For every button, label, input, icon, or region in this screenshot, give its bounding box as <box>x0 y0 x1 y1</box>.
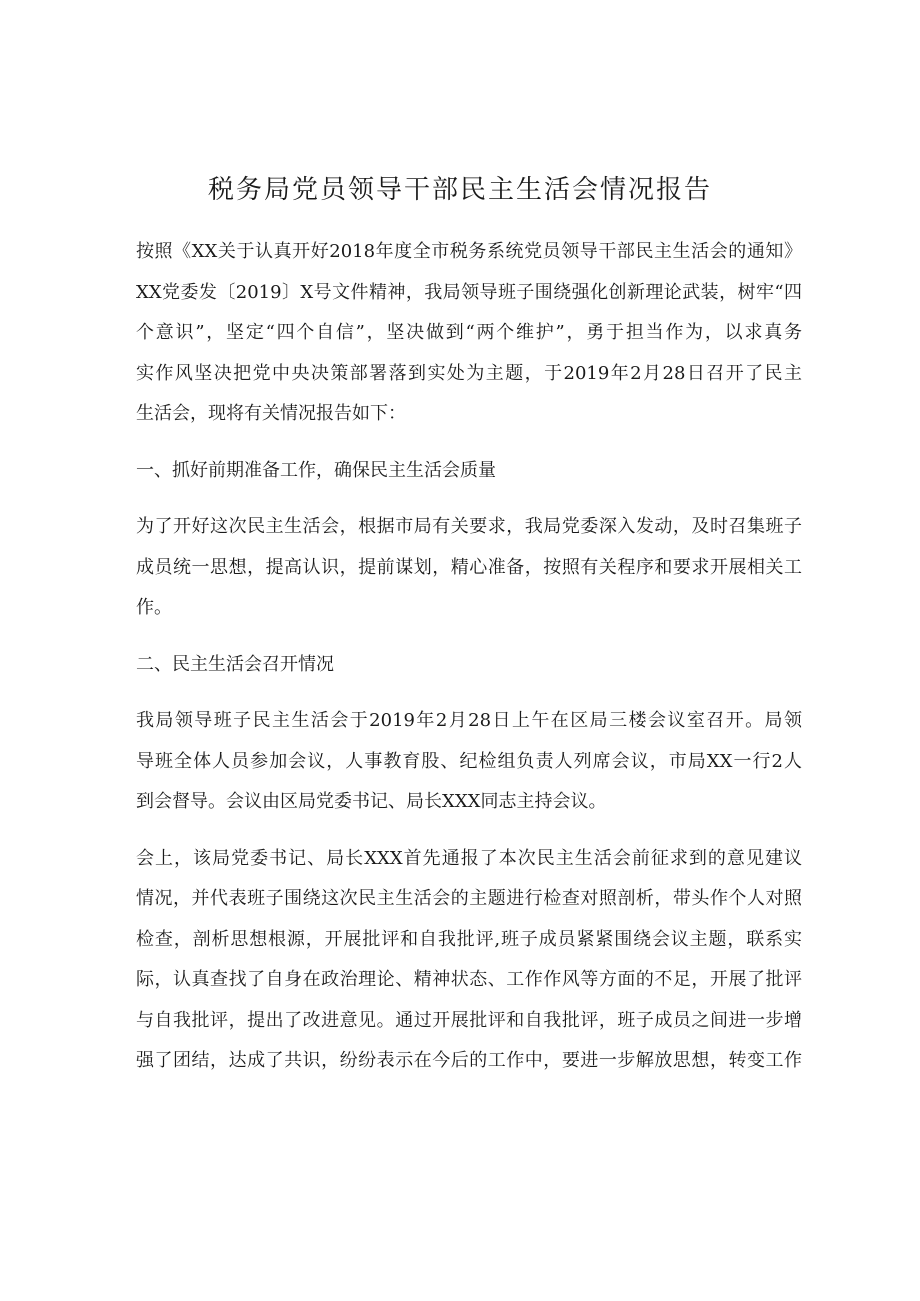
intro-paragraph <box>136 232 802 435</box>
text-line: 到会督导。会议由区局党委书记、局长XXX同志主持会议。 <box>136 791 607 812</box>
document-body <box>136 232 802 1098</box>
text-line: 检查，剖析思想根源，开展批评和自我批评,班子成员紧紧围绕会议主题，联系实 <box>136 928 802 950</box>
section-heading-1: 一、抓好前期准备工作，确保民主生活会质量 <box>136 459 496 481</box>
text-line: 按照《XX关于认真开好2018年度全市税务系统党员领导干部民主生活会的通知》 <box>136 241 802 262</box>
text-line: XX党委发〔2019〕X号文件精神，我局领导班子围绕强化创新理论武装，树牢“四 <box>136 281 802 303</box>
text-line: 强了团结，达成了共识，纷纷表示在今后的工作中，要进一步解放思想，转变工作 <box>136 1050 802 1071</box>
text-line: 作。 <box>136 597 172 618</box>
text-line: 情况，并代表班子围绕这次民主生活会的主题进行检查对照剖析，带头作个人对照 <box>136 888 802 909</box>
section-1-paragraph <box>136 507 802 629</box>
text-line: 实作风坚决把党中央决策部署落到实处为主题，于2019年2月28日召开了民主 <box>136 362 802 384</box>
section-heading-2: 二、民主生活会召开情况 <box>136 653 334 675</box>
text-line: 际，认真查找了自身在政治理论、精神状态、工作作风等方面的不足，开展了批评 <box>136 969 802 990</box>
section-2-paragraph-2 <box>136 839 802 1082</box>
text-line: 我局领导班子民主生活会于2019年2月28日上午在区局三楼会议室召开。局领 <box>136 710 802 731</box>
text-line: 成员统一思想，提高认识，提前谋划，精心准备，按照有关程序和要求开展相关工 <box>136 556 802 578</box>
text-line: 会上，该局党委书记、局长XXX首先通报了本次民主生活会前征求到的意见建议 <box>136 847 802 869</box>
text-line: 个意识”，坚定“四个自信”，坚决做到“两个维护”，勇于担当作为，以求真务 <box>136 322 802 343</box>
text-line: 与自我批评，提出了改进意见。通过开展批评和自我批评，班子成员之间进一步增 <box>136 1009 802 1031</box>
text-line: 导班全体人员参加会议，人事教育股、纪检组负责人列席会议，市局XX一行2人 <box>136 750 802 772</box>
section-2-paragraph-1 <box>136 701 802 823</box>
text-line: 生活会，现将有关情况报告如下： <box>136 403 406 424</box>
text-line: 为了开好这次民主生活会，根据市局有关要求，我局党委深入发动，及时召集班子 <box>136 516 802 537</box>
document-title: 税务局党员领导干部民主生活会情况报告 <box>207 175 712 205</box>
